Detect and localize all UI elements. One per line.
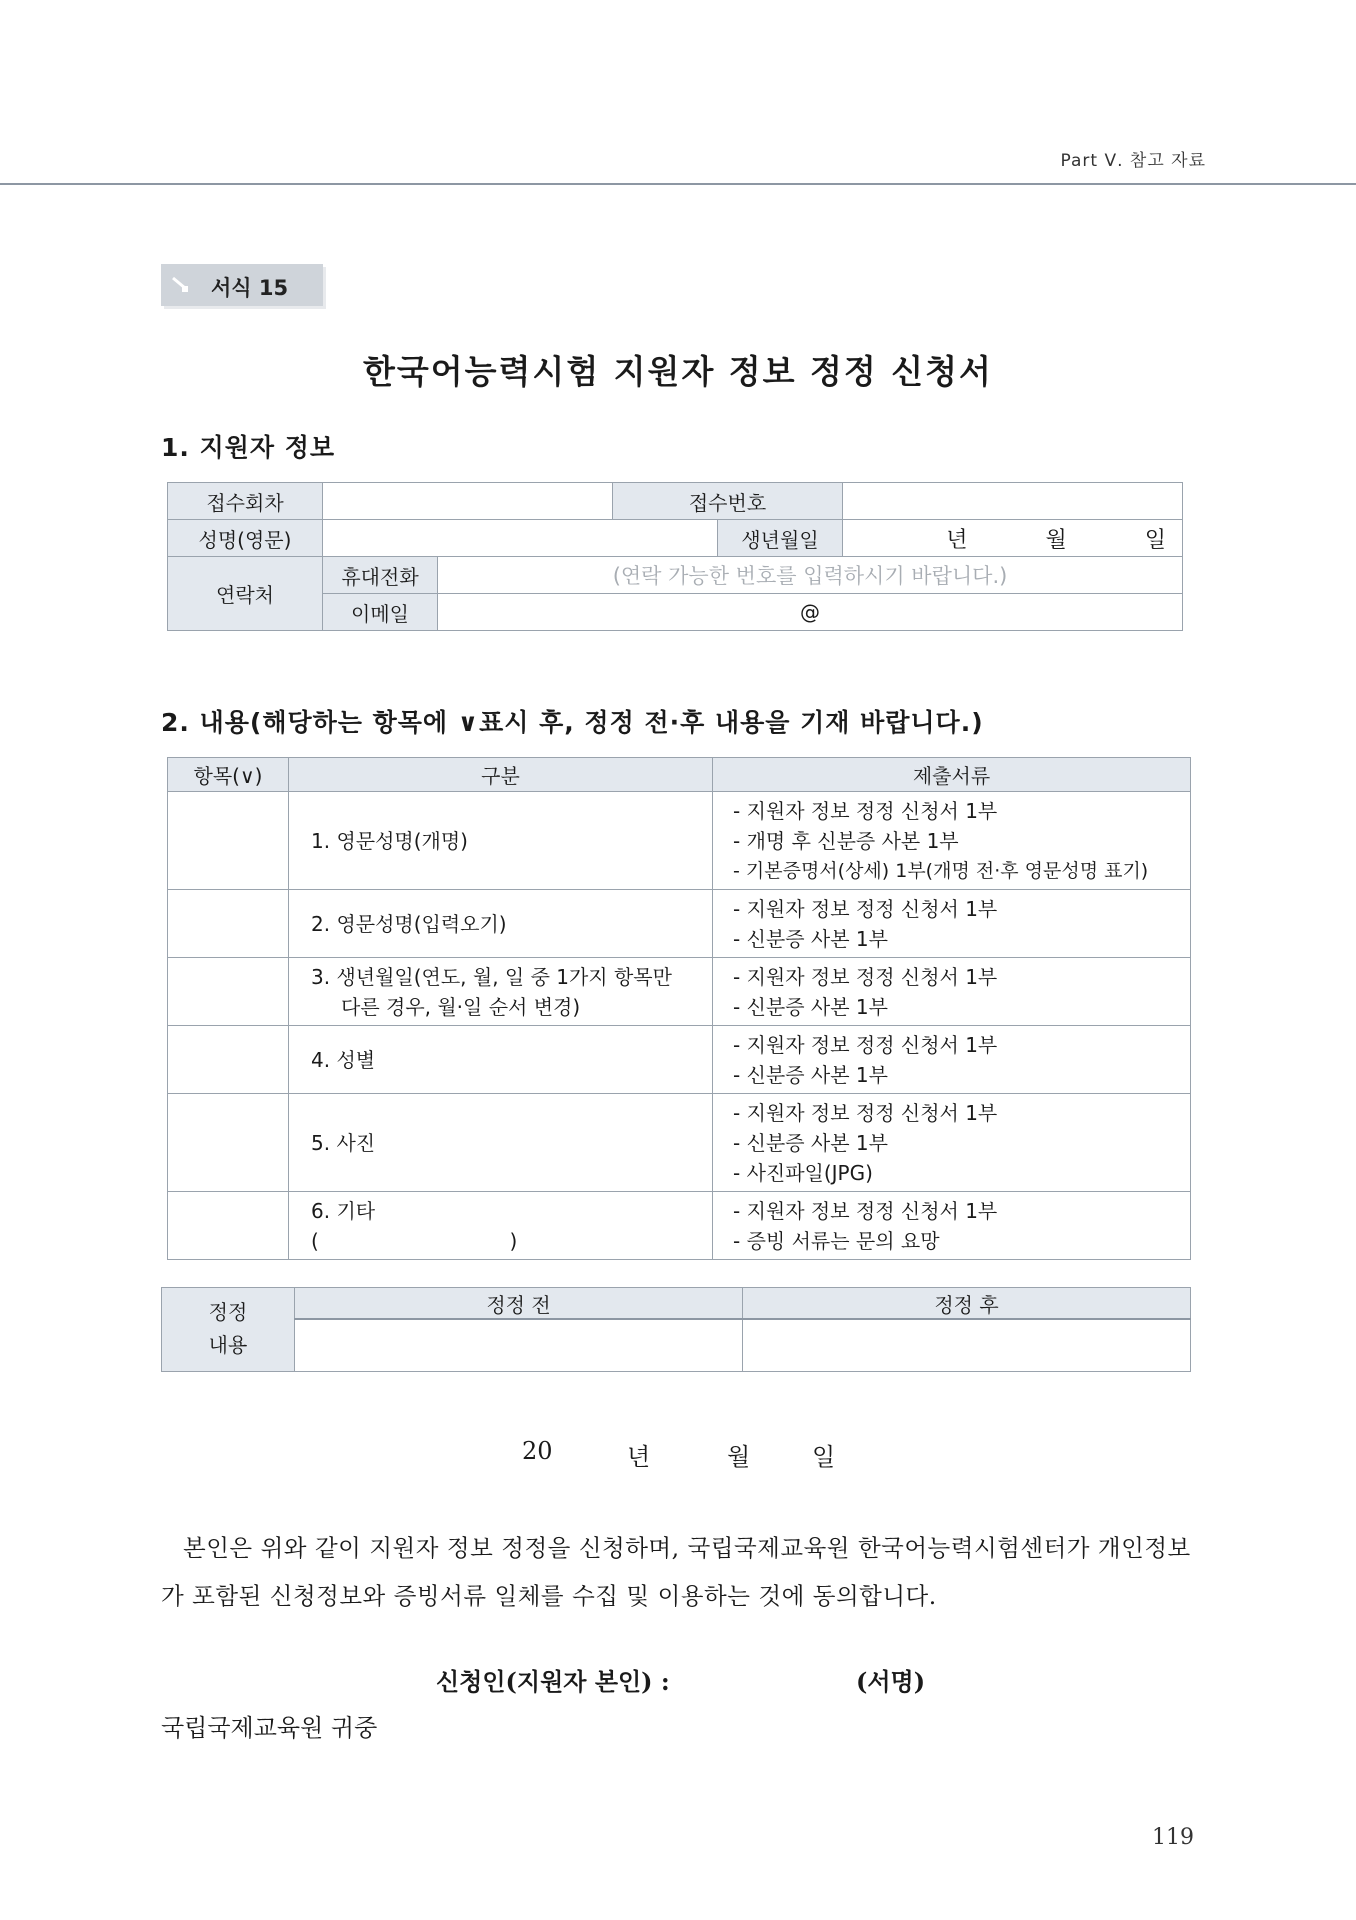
- item-checkbox[interactable]: [168, 1192, 289, 1260]
- category-cell: [289, 958, 713, 1026]
- category-text: 4. 성별: [311, 1047, 376, 1072]
- after-field[interactable]: [743, 1319, 1191, 1371]
- after-label: 정정 후: [743, 1288, 1191, 1320]
- doc-item: - 개명 후 신분증 사본 1부: [733, 828, 959, 853]
- docs-cell: [713, 1192, 1191, 1260]
- category-cell: [289, 890, 713, 958]
- date-month-unit: 월: [727, 1443, 751, 1471]
- correction-label-line: 정정: [208, 1300, 248, 1325]
- item-checkbox[interactable]: [168, 890, 289, 958]
- category-text: 6. 기타: [311, 1198, 376, 1223]
- date-day-unit: 일: [812, 1443, 836, 1471]
- signature-label: (서명): [856, 1667, 926, 1696]
- doc-item: - 증빙 서류는 문의 요망: [733, 1228, 940, 1253]
- doc-item: - 사진파일(JPG): [733, 1160, 873, 1185]
- doc-item: - 지원자 정보 정정 신청서 1부: [733, 1198, 998, 1223]
- mobile-field[interactable]: (연락 가능한 번호를 입력하시기 바랍니다.): [438, 557, 1183, 594]
- table-row: [168, 1026, 1191, 1094]
- email-label: 이메일: [323, 594, 438, 631]
- name-label: 성명(영문): [168, 520, 323, 557]
- name-field[interactable]: [323, 520, 718, 557]
- docs-cell: [713, 792, 1191, 890]
- day-unit: 일: [1144, 527, 1166, 553]
- col-category-header: 구분: [289, 758, 713, 792]
- doc-item: - 기본증명서(상세) 1부(개명 전·후 영문성명 표기): [733, 859, 1149, 882]
- item-checkbox[interactable]: [168, 1026, 289, 1094]
- doc-item: - 신분증 사본 1부: [733, 994, 888, 1019]
- table-row: [168, 792, 1191, 890]
- form-number-tag: [161, 264, 323, 306]
- before-label: 정정 전: [295, 1288, 743, 1320]
- item-checkbox[interactable]: [168, 958, 289, 1026]
- page-number: 119: [1152, 1825, 1194, 1850]
- category-cell: [289, 1094, 713, 1192]
- year-unit: 년: [946, 527, 968, 553]
- receipt-round-field[interactable]: [323, 483, 613, 520]
- category-text: 2. 영문성명(입력오기): [311, 911, 507, 936]
- applicant-info-table: [167, 482, 1183, 631]
- doc-item: - 신분증 사본 1부: [733, 926, 888, 951]
- contact-label: 연락처: [168, 557, 323, 631]
- email-field[interactable]: @: [438, 594, 1183, 631]
- category-text: ( ): [311, 1228, 518, 1253]
- category-text: 1. 영문성명(개명): [311, 828, 468, 853]
- birth-date-field[interactable]: [843, 520, 1183, 557]
- section1-heading: 1. 지원자 정보: [161, 433, 336, 462]
- addressee: 국립국제교육원 귀중: [161, 1714, 378, 1742]
- docs-cell: [713, 1094, 1191, 1192]
- section2-heading: 2. 내용(해당하는 항목에 ∨표시 후, 정정 전·후 내용을 기재 바랍니다.): [161, 708, 984, 737]
- col-docs-header: 제출서류: [713, 758, 1191, 792]
- header-divider: [0, 183, 1356, 185]
- document-title: 한국어능력시험 지원자 정보 정정 신청서: [363, 352, 993, 391]
- table-row: [168, 958, 1191, 1026]
- table-row: [168, 890, 1191, 958]
- doc-item: - 지원자 정보 정정 신청서 1부: [733, 896, 998, 921]
- category-cell: [289, 1026, 713, 1094]
- consent-statement: 본인은 위와 같이 지원자 정보 정정을 신청하며, 국립국제교육원 한국어능력시험센터가 개인정보가 포함된 신청정보와 증빙서류 일체를 수집 및 이용하는 것에 동의합니다.: [161, 1534, 1191, 1610]
- month-unit: 월: [1045, 527, 1067, 553]
- page-header-label: Part Ⅴ. 참고 자료: [1060, 151, 1206, 171]
- category-cell: [289, 1192, 713, 1260]
- doc-item: - 지원자 정보 정정 신청서 1부: [733, 964, 998, 989]
- table-row: [168, 1192, 1191, 1260]
- docs-cell: [713, 1026, 1191, 1094]
- corner-arrow-icon: [171, 276, 189, 294]
- correction-content-table: [161, 1287, 1191, 1372]
- doc-item: - 지원자 정보 정정 신청서 1부: [733, 798, 998, 823]
- item-checkbox[interactable]: [168, 1094, 289, 1192]
- birth-label: 생년월일: [718, 520, 843, 557]
- before-field[interactable]: [295, 1319, 743, 1371]
- receipt-round-label: 접수회차: [168, 483, 323, 520]
- doc-item: - 지원자 정보 정정 신청서 1부: [733, 1032, 998, 1057]
- col-item-header: 항목(∨): [168, 758, 289, 792]
- doc-item: - 지원자 정보 정정 신청서 1부: [733, 1100, 998, 1125]
- category-cell: [289, 792, 713, 890]
- table-row: [168, 1094, 1191, 1192]
- receipt-number-label: 접수번호: [613, 483, 843, 520]
- doc-item: - 신분증 사본 1부: [733, 1062, 888, 1087]
- correction-items-table: [167, 757, 1191, 1260]
- signer-label: 신청인(지원자 본인) :: [436, 1667, 670, 1696]
- mobile-label: 휴대전화: [323, 557, 438, 594]
- docs-cell: [713, 958, 1191, 1026]
- item-checkbox[interactable]: [168, 792, 289, 890]
- category-text: 3. 생년월일(연도, 월, 일 중 1가지 항목만: [311, 964, 672, 989]
- correction-label-line: 내용: [208, 1333, 248, 1358]
- category-text: 다른 경우, 월·일 순서 변경): [341, 994, 581, 1019]
- category-text: 5. 사진: [311, 1130, 376, 1155]
- form-number-label: 서식 15: [211, 276, 289, 300]
- docs-cell: [713, 890, 1191, 958]
- doc-item: - 신분증 사본 1부: [733, 1130, 888, 1155]
- receipt-number-field[interactable]: [843, 483, 1183, 520]
- correction-content-label: [162, 1288, 295, 1372]
- date-prefix: 20: [522, 1437, 553, 1465]
- date-year-unit: 년: [627, 1443, 651, 1471]
